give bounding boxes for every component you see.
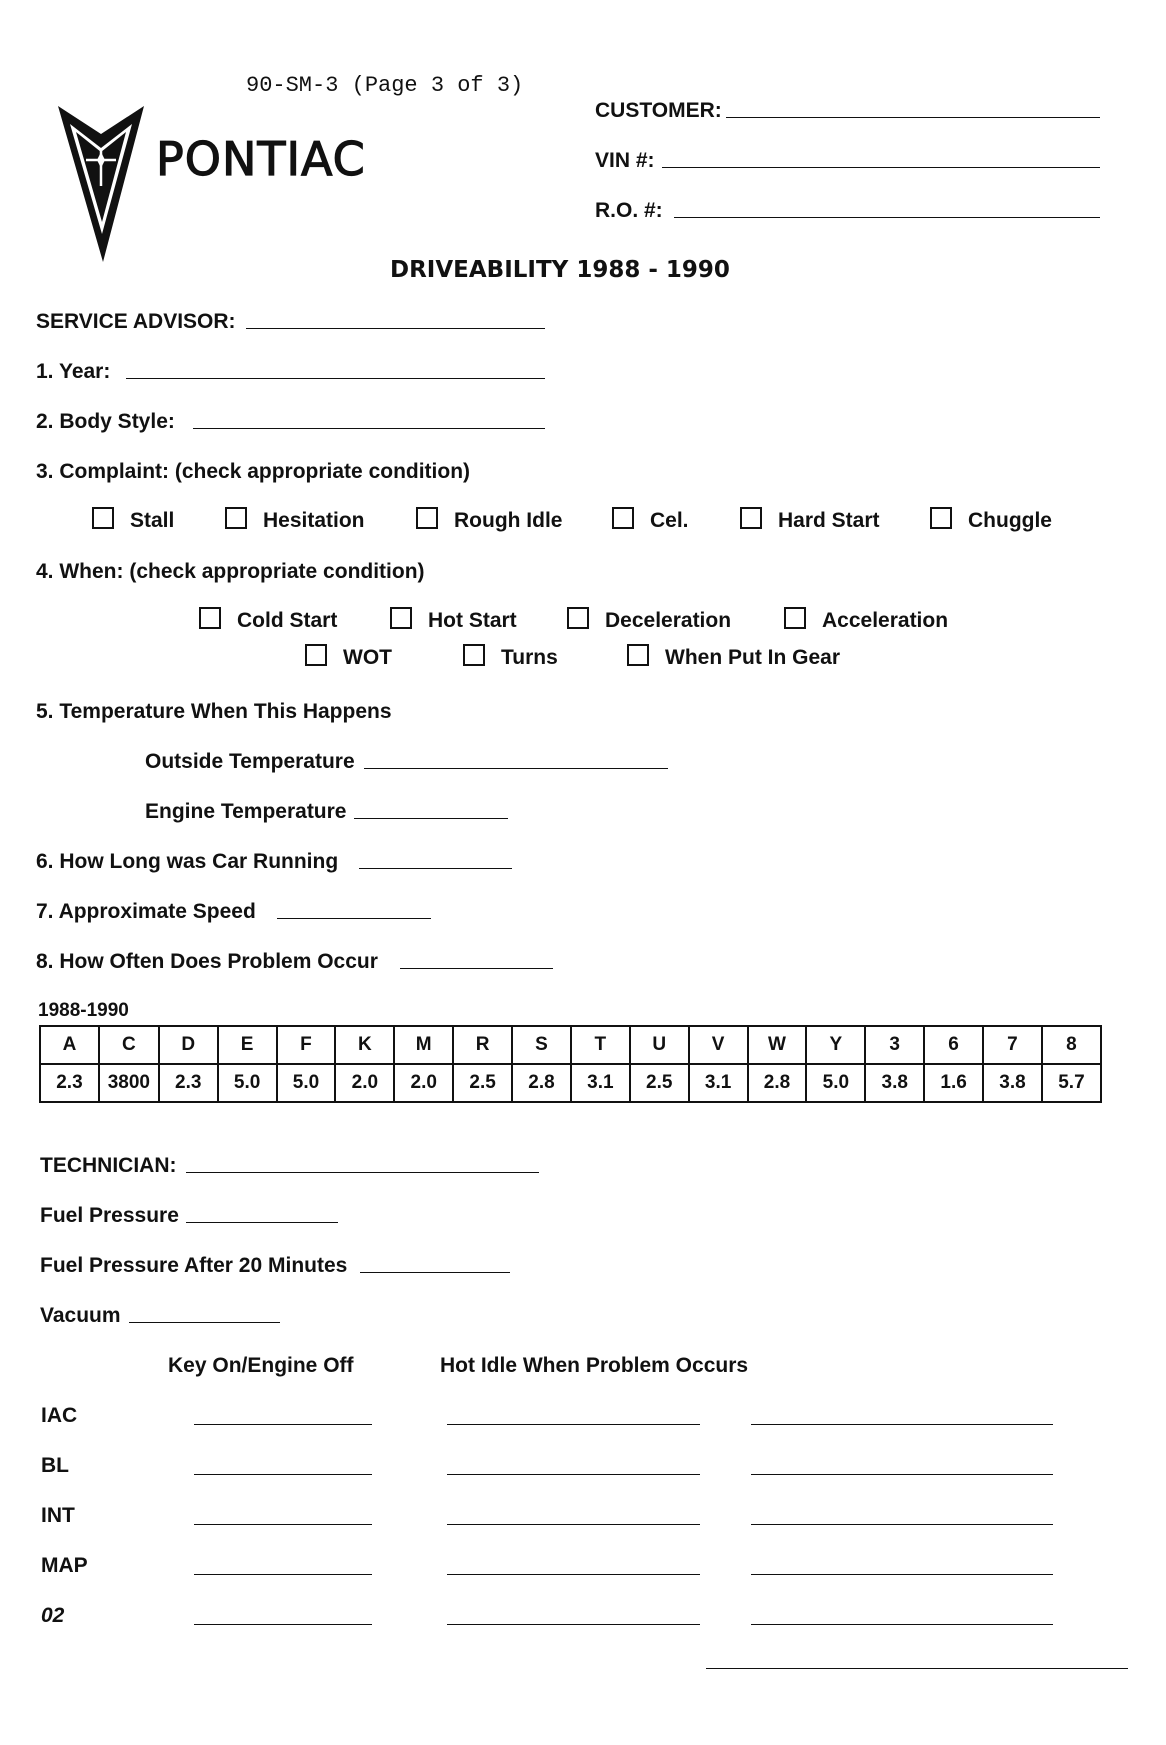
pontiac-logo-icon	[56, 104, 146, 269]
bl-hot-idle-field[interactable]	[447, 1474, 700, 1475]
how-long-running-label: 6. How Long was Car Running	[36, 850, 339, 873]
ro-label: R.O. #:	[595, 199, 663, 222]
customer-field[interactable]	[726, 117, 1100, 118]
complaint-option-label: Rough Idle	[454, 509, 563, 532]
table-cell: 2.3	[159, 1064, 218, 1102]
fuel-pressure-label: Fuel Pressure	[40, 1204, 179, 1227]
row-label-int: INT	[41, 1504, 75, 1527]
customer-label: CUSTOMER:	[595, 99, 722, 122]
checkbox-icon	[567, 607, 589, 629]
table-cell: 2.0	[394, 1064, 453, 1102]
when-wot-checkbox[interactable]	[305, 646, 392, 670]
outside-temperature-field[interactable]	[364, 768, 668, 769]
checkbox-icon	[390, 607, 412, 629]
table-cell: D	[159, 1026, 218, 1064]
table-cell: M	[394, 1026, 453, 1064]
complaint-option-label: Stall	[130, 509, 175, 532]
int-key-on-field[interactable]	[194, 1524, 372, 1525]
approximate-speed-field[interactable]	[277, 918, 431, 919]
vacuum-label: Vacuum	[40, 1304, 121, 1327]
checkbox-icon	[305, 644, 327, 666]
when-option-label: Cold Start	[237, 609, 338, 632]
when-deceleration-checkbox[interactable]	[567, 609, 731, 633]
table-cell: 5.0	[806, 1064, 865, 1102]
year-field[interactable]	[126, 378, 545, 379]
engine-temperature-label: Engine Temperature	[145, 800, 347, 823]
checkbox-icon	[627, 644, 649, 666]
checkbox-icon	[740, 507, 762, 529]
table-row-displacements	[40, 1064, 1101, 1102]
year-label: 1. Year:	[36, 360, 111, 383]
checkbox-icon	[930, 507, 952, 529]
checkbox-icon	[225, 507, 247, 529]
table-cell: 2.5	[453, 1064, 512, 1102]
iac-key-on-field[interactable]	[194, 1424, 372, 1425]
fuel-pressure-field[interactable]	[186, 1222, 338, 1223]
table-cell: Y	[806, 1026, 865, 1064]
table-cell: 3.8	[983, 1064, 1042, 1102]
table-cell: R	[453, 1026, 512, 1064]
table-cell: V	[689, 1026, 748, 1064]
table-cell: 3.1	[571, 1064, 630, 1102]
table-cell: 6	[924, 1026, 983, 1064]
o2-key-on-field[interactable]	[194, 1624, 372, 1625]
when-turns-checkbox[interactable]	[463, 646, 558, 670]
page-title: DRIVEABILITY 1988 - 1990	[390, 257, 730, 283]
row-label-map: MAP	[41, 1554, 88, 1577]
table-cell: E	[218, 1026, 277, 1064]
table-cell: 2.8	[512, 1064, 571, 1102]
checkbox-icon	[463, 644, 485, 666]
map-hot-idle-field[interactable]	[447, 1574, 700, 1575]
body-style-field[interactable]	[193, 428, 545, 429]
checkbox-icon	[416, 507, 438, 529]
signature-line[interactable]	[706, 1668, 1128, 1669]
complaint-option-label: Cel.	[650, 509, 689, 532]
complaint-cel-checkbox[interactable]	[612, 509, 689, 533]
complaint-hard-start-checkbox[interactable]	[740, 509, 880, 533]
form-id: 90-SM-3 (Page 3 of 3)	[246, 73, 524, 98]
service-advisor-label: SERVICE ADVISOR:	[36, 310, 236, 333]
table-cell: K	[335, 1026, 394, 1064]
engine-code-table	[39, 1025, 1102, 1103]
temperature-label: 5. Temperature When This Happens	[36, 700, 392, 723]
ro-field[interactable]	[674, 217, 1100, 218]
int-hot-idle-field[interactable]	[447, 1524, 700, 1525]
table-cell: T	[571, 1026, 630, 1064]
table-cell: 3	[865, 1026, 924, 1064]
complaint-option-label: Hesitation	[263, 509, 365, 532]
table-cell: 5.7	[1042, 1064, 1101, 1102]
outside-temperature-label: Outside Temperature	[145, 750, 355, 773]
table-cell: C	[99, 1026, 159, 1064]
key-on-engine-off-header: Key On/Engine Off	[168, 1354, 354, 1377]
int-extra-field[interactable]	[751, 1524, 1053, 1525]
table-cell: 7	[983, 1026, 1042, 1064]
row-label-bl: BL	[41, 1454, 69, 1477]
service-advisor-field[interactable]	[246, 328, 545, 329]
vin-label: VIN #:	[595, 149, 655, 172]
table-cell: 5.0	[218, 1064, 277, 1102]
map-key-on-field[interactable]	[194, 1574, 372, 1575]
iac-extra-field[interactable]	[751, 1424, 1053, 1425]
engine-temperature-field[interactable]	[354, 818, 508, 819]
when-acceleration-checkbox[interactable]	[784, 609, 948, 633]
checkbox-icon	[784, 607, 806, 629]
when-cold-start-checkbox[interactable]	[199, 609, 337, 633]
bl-key-on-field[interactable]	[194, 1474, 372, 1475]
complaint-label: 3. Complaint: (check appropriate condition)	[36, 460, 471, 483]
approximate-speed-label: 7. Approximate Speed	[36, 900, 256, 923]
when-option-label: Acceleration	[822, 609, 949, 632]
fuel-pressure-20-field[interactable]	[360, 1272, 510, 1273]
table-row-codes	[40, 1026, 1101, 1064]
o2-hot-idle-field[interactable]	[447, 1624, 700, 1625]
table-cell: 3.1	[689, 1064, 748, 1102]
table-cell: 3800	[99, 1064, 159, 1102]
technician-field[interactable]	[186, 1172, 539, 1173]
table-cell: 2.5	[630, 1064, 689, 1102]
when-in-gear-checkbox[interactable]	[627, 646, 840, 670]
row-label-o2: 02	[41, 1604, 65, 1627]
table-cell: 3.8	[865, 1064, 924, 1102]
complaint-option-label: Hard Start	[778, 509, 880, 532]
technician-label: TECHNICIAN:	[40, 1154, 177, 1177]
when-option-label: WOT	[343, 646, 392, 669]
table-cell: 2.8	[748, 1064, 807, 1102]
table-cell: F	[277, 1026, 336, 1064]
complaint-rough-idle-checkbox[interactable]	[416, 509, 563, 533]
complaint-chuggle-checkbox[interactable]	[930, 509, 1052, 533]
brand-name: PONTIAC	[156, 132, 366, 186]
checkbox-icon	[92, 507, 114, 529]
body-style-label: 2. Body Style:	[36, 410, 175, 433]
vin-field[interactable]	[662, 167, 1100, 168]
table-caption: 1988-1990	[38, 1000, 129, 1021]
when-option-label: Turns	[501, 646, 558, 669]
table-cell: 2.3	[40, 1064, 99, 1102]
when-option-label: When Put In Gear	[665, 646, 841, 669]
table-cell: 1.6	[924, 1064, 983, 1102]
when-hot-start-checkbox[interactable]	[390, 609, 517, 633]
iac-hot-idle-field[interactable]	[447, 1424, 700, 1425]
fuel-pressure-20-label: Fuel Pressure After 20 Minutes	[40, 1254, 348, 1277]
how-long-running-field[interactable]	[359, 868, 512, 869]
when-option-label: Deceleration	[605, 609, 732, 632]
checkbox-icon	[612, 507, 634, 529]
hot-idle-header: Hot Idle When Problem Occurs	[440, 1354, 749, 1377]
table-cell: 5.0	[277, 1064, 336, 1102]
checkbox-icon	[199, 607, 221, 629]
complaint-option-label: Chuggle	[968, 509, 1052, 532]
table-cell: U	[630, 1026, 689, 1064]
table-cell: 8	[1042, 1026, 1101, 1064]
table-cell: A	[40, 1026, 99, 1064]
complaint-stall-checkbox[interactable]	[92, 509, 174, 533]
table-cell: S	[512, 1026, 571, 1064]
table-cell: W	[748, 1026, 807, 1064]
how-often-field[interactable]	[400, 968, 553, 969]
when-option-label: Hot Start	[428, 609, 517, 632]
vacuum-field[interactable]	[129, 1322, 280, 1323]
o2-extra-field[interactable]	[751, 1624, 1053, 1625]
complaint-hesitation-checkbox[interactable]	[225, 509, 365, 533]
bl-extra-field[interactable]	[751, 1474, 1053, 1475]
how-often-label: 8. How Often Does Problem Occur	[36, 950, 378, 973]
row-label-iac: IAC	[41, 1404, 78, 1427]
map-extra-field[interactable]	[751, 1574, 1053, 1575]
when-label: 4. When: (check appropriate condition)	[36, 560, 425, 583]
table-cell: 2.0	[335, 1064, 394, 1102]
